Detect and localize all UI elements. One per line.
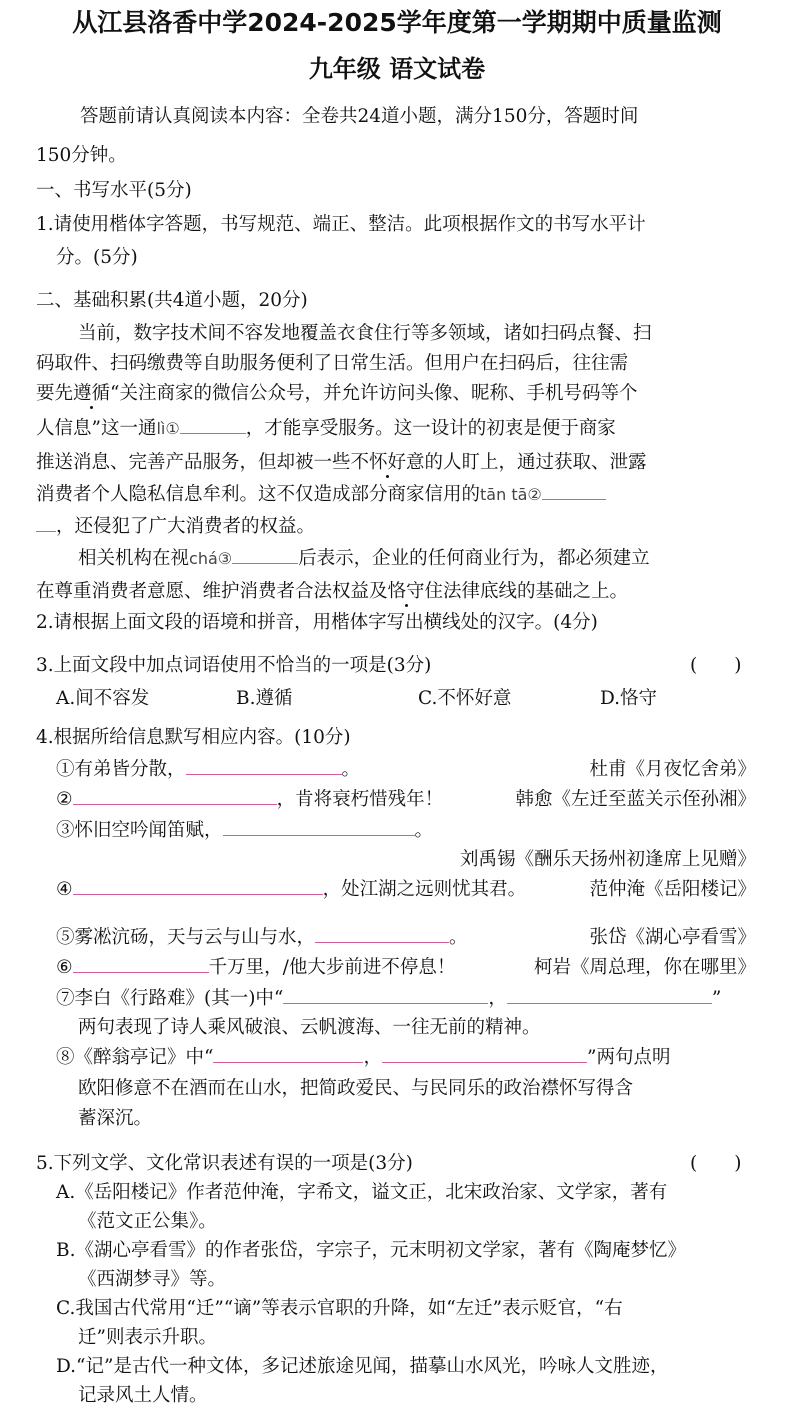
q4-item-4: ④ ，处江湖之远则忧其君。 (56, 876, 526, 904)
q4-item-7-cont: 两句表现了诗人乘风破浪、云帆渡海、一往无前的精神。 (78, 1017, 541, 1038)
answer-blank-2a[interactable] (542, 481, 606, 500)
passage-line-8: 相关机构在视chá③ 后表示，企业的任何商业行为，都必须建立 (78, 545, 650, 573)
dotted-word-keshou: 恪守 (387, 581, 425, 602)
q3-option-d: D.恪守 (600, 688, 658, 709)
exam-title: 从江县洛香中学2024-2025学年度第一学期期中质量监测 (72, 8, 722, 37)
q5-text: 5.下列文学、文化常识表述有误的一项是(3分) (36, 1153, 413, 1174)
q5-option-b-line-2: 《西湖梦寻》等。 (78, 1269, 227, 1290)
section-1-heading: 一、书写水平(5分) (36, 180, 192, 201)
q4-blank-3[interactable] (223, 817, 415, 836)
q4-source-1: 杜甫《月夜忆舍弟》 (589, 759, 756, 780)
q5-option-c-line-1: C.我国古代常用“迁”“谪”等表示官职的升降，如“左迁”表示贬官，“右 (56, 1298, 623, 1319)
q3-option-b: B.遵循 (236, 688, 293, 709)
answer-blank-2b[interactable] (36, 513, 56, 532)
intro-line-2: 150分钟。 (36, 145, 127, 166)
q1-line-1: 1.请使用楷体字答题，书写规范、端正、整洁。此项根据作文的书写水平计 (36, 214, 646, 235)
q4-source-4: 范仲淹《岳阳楼记》 (589, 879, 756, 900)
q4-source-3: 刘禹锡《酬乐天扬州初逢席上见赠》 (459, 849, 756, 870)
passage-line-9: 在尊重消费者意愿、维护消费者合法权益及恪守住法律底线的基础之上。 (36, 581, 629, 602)
q3-answer-paren[interactable]: ( ) (690, 655, 742, 676)
q4-item-8-cont-2: 蓄深沉。 (78, 1108, 153, 1129)
dotted-word-zunxun: 遵循 (73, 383, 111, 404)
q4-item-8: ⑧《醉翁亭记》中“ ， ”两句点明 (56, 1044, 670, 1072)
q1-line-2: 分。(5分) (56, 247, 138, 268)
passage-line-1: 当前，数字技术间不容发地覆盖衣食住行等多领域，诸如扫码点餐、扫 (78, 323, 652, 344)
q4-blank-1[interactable] (186, 756, 342, 775)
q4-source-6: 柯岩《周总理，你在哪里》 (533, 957, 756, 978)
q5-option-a-line-1: A.《岳阳楼记》作者范仲淹，字希文，谥文正，北宋政治家、文学家，著有 (56, 1182, 668, 1203)
q3-option-a: A.间不容发 (56, 688, 150, 709)
passage-line-3: 要先遵循“关注商家的微信公众号，并允许访问头像、昵称、手机号码等个 (36, 383, 638, 404)
passage-line-4: 人信息”这一通lì① ，才能享受服务。这一设计的初衷是便于商家 (36, 415, 616, 443)
section-2-heading: 二、基础积累(共4道小题，20分) (36, 290, 308, 311)
q4-text: 4.根据所给信息默写相应内容。(10分) (36, 727, 351, 748)
q4-blank-7a[interactable] (283, 985, 488, 1004)
q4-item-5: ⑤雾凇沆砀，天与云与山与水， 。 (56, 924, 468, 952)
intro-line-1: 答题前请认真阅读本内容：全卷共24道小题，满分150分，答题时间 (80, 106, 639, 127)
passage-line-2: 码取件、扫码缴费等自助服务便利了日常生活。但用户在扫码后，往往需 (36, 353, 629, 374)
q4-blank-8b[interactable] (382, 1044, 587, 1063)
pinyin-li: lì① (156, 419, 180, 438)
q5-option-d-line-1: D.“记”是古代一种文体，多记述旅途见闻，描摹山水风光，吟咏人文胜迹， (56, 1356, 669, 1377)
q4-item-7: ⑦李白《行路难》(其一)中“ ， ” (56, 985, 721, 1013)
q5-option-d-line-2: 记录风土人情。 (78, 1385, 208, 1406)
exam-subtitle: 九年级 语文试卷 (308, 55, 486, 83)
q5-option-b-line-1: B.《湖心亭看雪》的作者张岱，字宗子，元末明初文学家，著有《陶庵梦忆》 (56, 1240, 686, 1261)
q5-option-a-line-2: 《范文正公集》。 (78, 1211, 217, 1232)
q5-option-c-line-2: 迁”则表示升职。 (78, 1327, 217, 1348)
q4-blank-5[interactable] (315, 924, 449, 943)
q4-blank-6[interactable] (73, 954, 209, 973)
passage-line-7: ，还侵犯了广大消费者的权益。 (36, 513, 315, 541)
q4-item-2: ② ，肯将衰朽惜残年！ (56, 786, 443, 814)
passage-line-5: 推送消息、完善产品服务，但却被一些不怀好意的人盯上，通过获取、泄露 (36, 452, 647, 473)
q4-item-6: ⑥ 千万里，/他大步前进不停息！ (56, 954, 455, 982)
q4-blank-8a[interactable] (213, 1044, 363, 1063)
q4-blank-4[interactable] (73, 876, 323, 895)
q4-item-1: ①有弟皆分散， 。 (56, 756, 360, 784)
answer-blank-3[interactable] (232, 545, 298, 564)
q4-item-3: ③怀旧空吟闻笛赋， 。 (56, 817, 433, 845)
answer-blank-1[interactable] (180, 415, 246, 434)
q3-option-c: C.不怀好意 (418, 688, 512, 709)
q3-text: 3.上面文段中加点词语使用不恰当的一项是(3分) (36, 655, 432, 676)
passage-line-6: 消费者个人隐私信息牟利。这不仅造成部分商家信用的tān tā② (36, 481, 606, 509)
pinyin-cha: chá③ (189, 549, 233, 568)
dotted-word-buhuaihaoyi: 不怀好意 (350, 452, 425, 473)
pinyin-tanta: tān tā② (480, 485, 542, 504)
q4-source-2: 韩愈《左迁至蓝关示侄孙湘》 (515, 789, 756, 810)
q5-answer-paren[interactable]: ( ) (690, 1153, 742, 1174)
q2-text: 2.请根据上面文段的语境和拼音，用楷体字写出横线处的汉字。(4分) (36, 612, 598, 633)
q4-blank-2[interactable] (73, 786, 277, 805)
q4-source-5: 张岱《湖心亭看雪》 (589, 927, 756, 948)
q4-item-8-cont-1: 欧阳修意不在酒而在山水，把简政爱民、与民同乐的政治襟怀写得含 (78, 1078, 634, 1099)
q4-blank-7b[interactable] (507, 985, 712, 1004)
